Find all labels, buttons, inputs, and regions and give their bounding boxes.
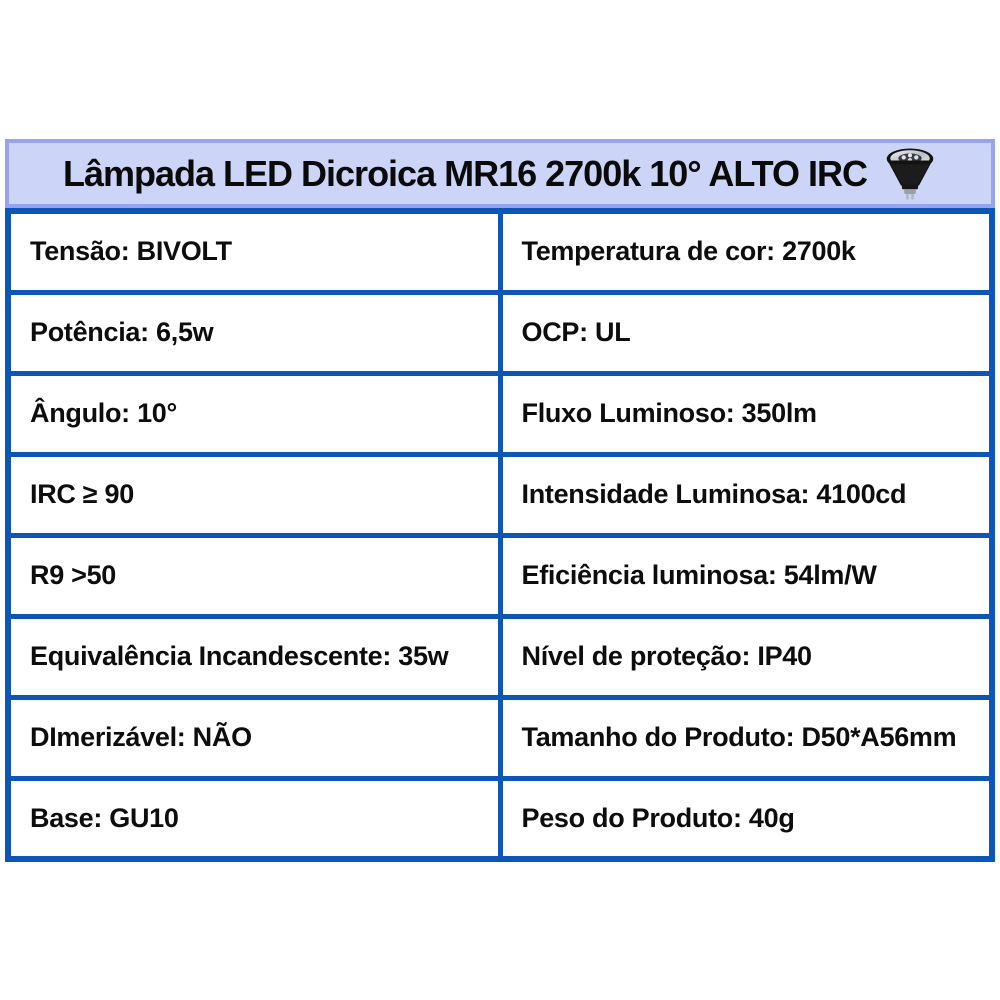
spec-cell-dimerizavel: DImerizável: NÃO — [8, 697, 500, 778]
spec-cell-potencia: Potência: 6,5w — [8, 292, 500, 373]
spec-cell-intensidade: Intensidade Luminosa: 4100cd — [500, 454, 992, 535]
table-row — [8, 616, 992, 697]
table-row — [8, 373, 992, 454]
table-row — [8, 454, 992, 535]
table-row — [8, 697, 992, 778]
spec-table — [5, 208, 995, 862]
spec-cell-angulo: Ângulo: 10° — [8, 373, 500, 454]
gu10-led-bulb-icon — [883, 148, 937, 200]
table-row — [8, 535, 992, 616]
spec-cell-fluxo: Fluxo Luminoso: 350lm — [500, 373, 992, 454]
spec-cell-eficiencia: Eficiência luminosa: 54lm/W — [500, 535, 992, 616]
table-row — [8, 778, 992, 859]
table-row — [8, 292, 992, 373]
spec-cell-r9: R9 >50 — [8, 535, 500, 616]
product-title: Lâmpada LED Dicroica MR16 2700k 10° ALTO IRC — [62, 152, 868, 194]
spec-cell-equivalencia: Equivalência Incandescente: 35w — [8, 616, 500, 697]
product-spec-sheet — [5, 139, 995, 862]
header-banner — [5, 139, 995, 208]
table-row — [8, 211, 992, 292]
spec-cell-irc: IRC ≥ 90 — [8, 454, 500, 535]
spec-cell-temperatura: Temperatura de cor: 2700k — [500, 211, 992, 292]
spec-cell-tamanho: Tamanho do Produto: D50*A56mm — [500, 697, 992, 778]
spec-cell-base: Base: GU10 — [8, 778, 500, 859]
spec-cell-tensao: Tensão: BIVOLT — [8, 211, 500, 292]
spec-cell-peso: Peso do Produto: 40g — [500, 778, 992, 859]
spec-cell-protecao: Nível de proteção: IP40 — [500, 616, 992, 697]
spec-cell-ocp: OCP: UL — [500, 292, 992, 373]
